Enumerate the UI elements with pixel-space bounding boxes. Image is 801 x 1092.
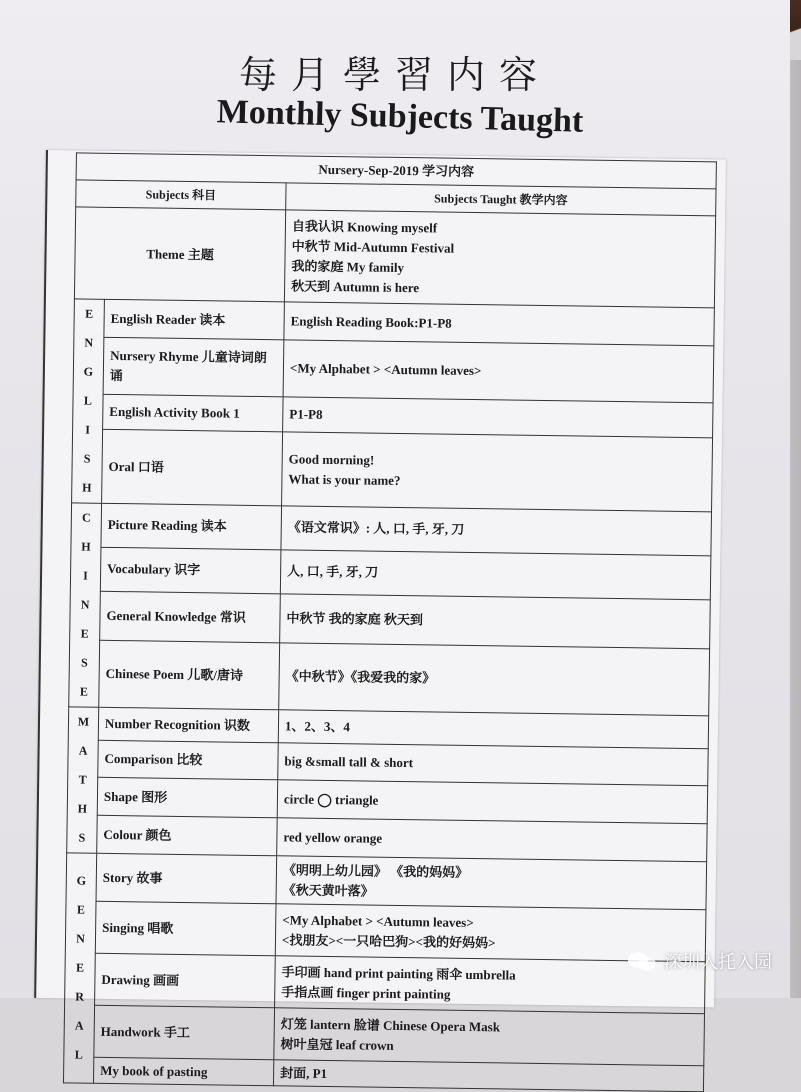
content-line: 《秋天黄叶落》 [282,881,374,899]
content-line: 《中秋节》《我爱我的家》 [285,668,436,686]
section-letter: N [80,597,90,612]
english-section-label [72,299,105,503]
subject-name: Oral 口语 [102,430,283,506]
subject-name: Drawing 画画 [95,953,276,1008]
table-title: Nursery-Sep-2019 学习内容 [76,153,716,189]
content-line: Good morning! [288,451,375,468]
content-line: 手印画 hand print painting 雨伞 umbrella [281,963,516,983]
subject-name: Story 故事 [96,853,277,904]
subject-content [282,432,713,512]
page-title-english: Monthly Subjects Taught [216,93,584,140]
subject-content [274,1008,705,1066]
section-letter: E [76,902,85,917]
column-header-subjects-taught: Subjects Taught 教学内容 [286,183,716,216]
section-letter: S [78,830,86,845]
subject-content [277,818,708,862]
chinese-section-label [69,503,102,707]
content-line: circle ◯ triangle [283,791,379,808]
section-letter: A [78,743,88,758]
theme-content [284,210,715,308]
subject-name: My book of pasting [93,1057,273,1086]
maths-section-label [67,707,99,853]
content-line: big &small tall & short [284,753,414,771]
content-line: 《语文常识》: 人, 口, 手, 牙, 刀 [287,519,465,538]
content-line: <My Alphabet > <Autumn leaves> [289,360,482,379]
subject-name: Vocabulary 识字 [100,547,281,593]
section-letter: N [76,931,85,946]
watermark-text: 深圳入托入园 [664,952,772,973]
content-line: What is your name? [288,471,401,488]
subject-name: Singing 唱歌 [95,901,276,956]
subject-content [279,643,710,716]
subject-content [273,1060,703,1092]
section-letter: A [74,1018,84,1033]
section-letter: I [83,568,88,583]
wechat-watermark [628,948,772,974]
subject-content [276,856,707,910]
section-letter: E [75,960,85,975]
section-letter: E [80,626,89,641]
theme-line: 我的家庭 My family [291,257,405,275]
general-row [65,953,706,1014]
subject-name: Picture Reading 读本 [101,503,282,549]
english-row [72,429,713,511]
section-letter: S [83,451,91,466]
section-letter: M [77,714,90,729]
section-letter: E [79,684,89,699]
section-letter: S [80,655,88,670]
section-letter: C [81,510,91,525]
content-line: 《明明上幼儿园》 《我的妈妈》 [282,861,469,880]
subject-content [283,340,714,403]
subject-name: Shape 图形 [97,778,278,818]
content-line: 封面, P1 [280,1064,328,1081]
subjects-sheet [34,150,726,1081]
section-letter: N [84,335,94,350]
subjects-table [63,152,717,1092]
section-letter: H [81,539,91,554]
chinese-row [70,591,711,649]
content-line: <找朋友><一只哈巴狗><我的好妈妈> [281,931,496,950]
section-letter: H [77,801,88,816]
subject-content [280,550,711,600]
subject-name: Handwork 手工 [94,1005,275,1060]
section-letter: R [75,989,85,1004]
theme-label: Theme 主题 [74,207,285,302]
content-line: 中秋节 我的家庭 秋天到 [286,610,424,628]
section-letter: T [78,772,87,787]
theme-line: 自我认识 Knowing myself [291,217,438,235]
section-letter: I [85,422,91,437]
section-letter: E [85,306,94,321]
content-line: 1、2、3、4 [284,718,351,735]
page-title-chinese: 每月學習内容 [238,53,551,97]
theme-line: 中秋节 Mid-Autumn Festival [291,237,455,256]
section-letter: L [83,393,93,408]
theme-line: 秋天到 Autumn is here [291,277,420,295]
content-line: P1-P8 [289,406,323,423]
chinese-row [69,640,710,716]
general-section-label [63,853,96,1083]
content-line: 手指点画 finger print painting [281,983,451,1002]
subject-name: Nursery Rhyme 儿童诗词朗诵 [103,337,284,397]
content-line: red yellow orange [283,828,383,846]
content-line: 灯笼 lantern 脸谱 Chinese Opera Mask [280,1015,501,1034]
subject-name: Comparison 比较 [98,740,279,780]
general-row [65,901,706,962]
section-letter: G [83,364,94,379]
english-row [73,337,714,403]
content-line: English Reading Book:P1-P8 [290,312,452,331]
wechat-icon [628,950,658,972]
subject-content [278,743,709,787]
section-letter: L [74,1047,83,1062]
content-line: 树叶皇冠 leaf crown [280,1035,394,1053]
subject-content [281,506,712,556]
subject-content [277,780,708,824]
subject-name: General Knowledge 常识 [100,591,281,643]
subject-name: Chinese Poem 儿歌/唐诗 [99,640,280,710]
section-letter: H [82,480,92,495]
section-letter: G [76,873,87,888]
column-header-subjects: Subjects 科目 [76,180,286,210]
subject-name: English Reader 读本 [104,299,285,340]
subject-content [284,302,715,346]
content-line: <My Alphabet > <Autumn leaves> [282,911,474,930]
subject-name: Number Recognition 识数 [98,707,278,742]
subject-name: Colour 颜色 [97,815,278,855]
subject-content [280,594,711,649]
subject-content [283,397,713,438]
subject-name: English Activity Book 1 [103,394,283,432]
content-line: 人, 口, 手, 牙, 刀 [287,563,379,581]
general-row [64,1005,705,1066]
